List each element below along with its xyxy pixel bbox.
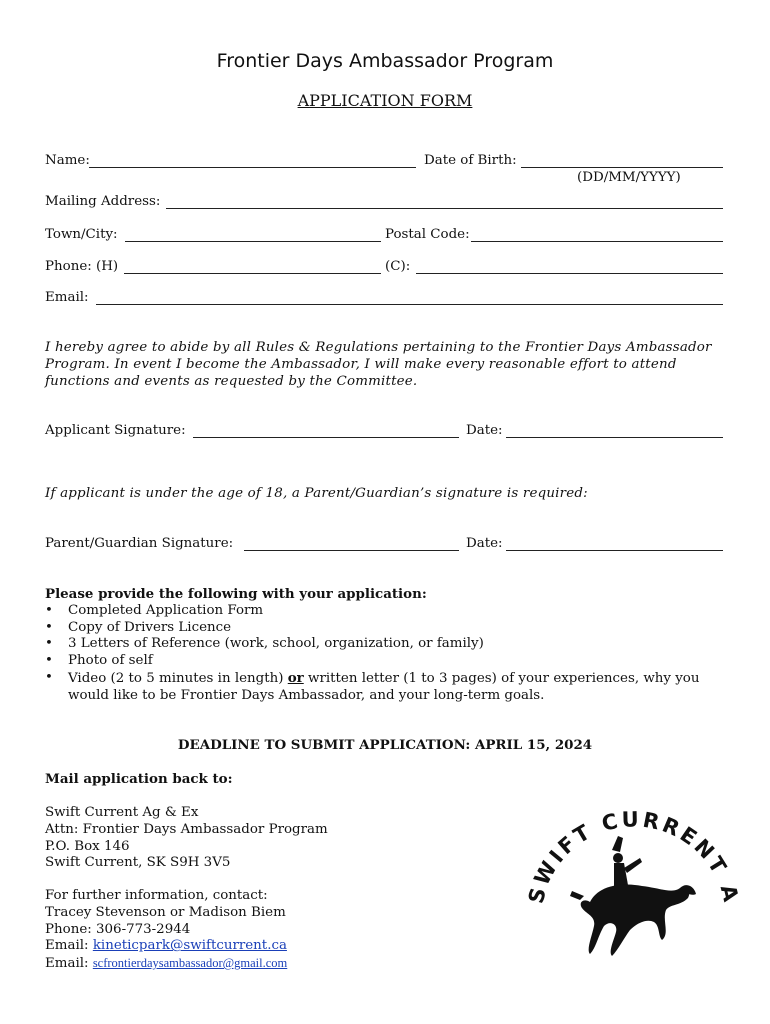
postal-field[interactable] bbox=[471, 241, 723, 242]
phone-home-label: Phone: (H) bbox=[45, 259, 119, 274]
applicant-date-field[interactable] bbox=[506, 437, 723, 438]
requirements-list bbox=[45, 586, 735, 705]
parent-date-field[interactable] bbox=[506, 550, 723, 551]
name-label: Name: bbox=[45, 153, 90, 168]
email-link-scfrontier[interactable]: scfrontierdaysambassador@gmail.com bbox=[92, 956, 288, 971]
town-field[interactable] bbox=[125, 241, 381, 242]
applicant-signature-label: Applicant Signature: bbox=[45, 423, 186, 438]
deadline-notice: DEADLINE TO SUBMIT APPLICATION: APRIL 15, 2024 bbox=[177, 737, 593, 753]
list-item: • Video (2 to 5 minutes in length) or written letter (1 to 3 pages) of your experiences, why you would like to be Frontier Days Ambassador, and your long-term goals. bbox=[45, 669, 700, 703]
name-field[interactable] bbox=[89, 167, 416, 168]
phone-cell-field[interactable] bbox=[416, 273, 723, 274]
requirements-heading: Please provide the following with your application: bbox=[45, 586, 427, 602]
bronc-rider-icon bbox=[570, 836, 696, 956]
page-title: Frontier Days Ambassador Program bbox=[216, 50, 554, 72]
email-label: Email: bbox=[45, 290, 89, 305]
phone-cell-label: (C): bbox=[385, 259, 411, 274]
email-field[interactable] bbox=[96, 304, 723, 305]
list-item: • 3 Letters of Reference (work, school, organization, or family) bbox=[45, 636, 484, 652]
list-item: • Photo of self bbox=[45, 653, 153, 669]
parent-signature-label: Parent/Guardian Signature: bbox=[45, 536, 234, 551]
form-subtitle: APPLICATION FORM bbox=[297, 91, 473, 110]
dob-label: Date of Birth: bbox=[424, 153, 517, 168]
parent-signature-field[interactable] bbox=[244, 550, 459, 551]
email-link-kineticpark[interactable]: kineticpark@swiftcurrent.ca bbox=[92, 938, 287, 954]
agreement-text: I hereby agree to abide by all Rules & Regulations pertaining to the Frontier Days Ambassador Program. In event I become the Ambassador, I will make every reasonable effort to attend functions and events as requested by the Committee. bbox=[45, 340, 712, 389]
phone-home-field[interactable] bbox=[124, 273, 381, 274]
swift-current-ag-ex-logo bbox=[520, 790, 740, 985]
applicant-date-label: Date: bbox=[466, 423, 503, 438]
minor-note: If applicant is under the age of 18, a Parent/Guardian’s signature is required: bbox=[45, 486, 588, 501]
list-item: • Copy of Drivers Licence bbox=[45, 619, 232, 635]
list-item: • Completed Application Form bbox=[45, 602, 264, 618]
dob-field[interactable] bbox=[521, 167, 723, 168]
applicant-signature-field[interactable] bbox=[193, 437, 459, 438]
logo-text: SWIFT CURRENT bbox=[523, 807, 733, 906]
town-label: Town/City: bbox=[45, 227, 118, 242]
mailing-field[interactable] bbox=[166, 208, 723, 209]
contact-block: For further information, contact: Tracey Stevenson or Madison Biem Phone: 306-773-2944 Email: kineticpark@swiftcurrent.ca Email: scfrontierdaysambassador@gmail.com bbox=[45, 888, 288, 972]
mailing-label: Mailing Address: bbox=[45, 194, 161, 209]
mail-address: Swift Current Ag & Ex Attn: Frontier Days Ambassador Program P.O. Box 146 Swift Current, SK S9H 3V5 bbox=[45, 805, 328, 871]
dob-format-hint: (DD/MM/YYYY) bbox=[577, 170, 681, 185]
postal-label: Postal Code: bbox=[385, 227, 470, 242]
mail-heading: Mail application back to: bbox=[45, 771, 233, 787]
parent-date-label: Date: bbox=[466, 536, 503, 551]
